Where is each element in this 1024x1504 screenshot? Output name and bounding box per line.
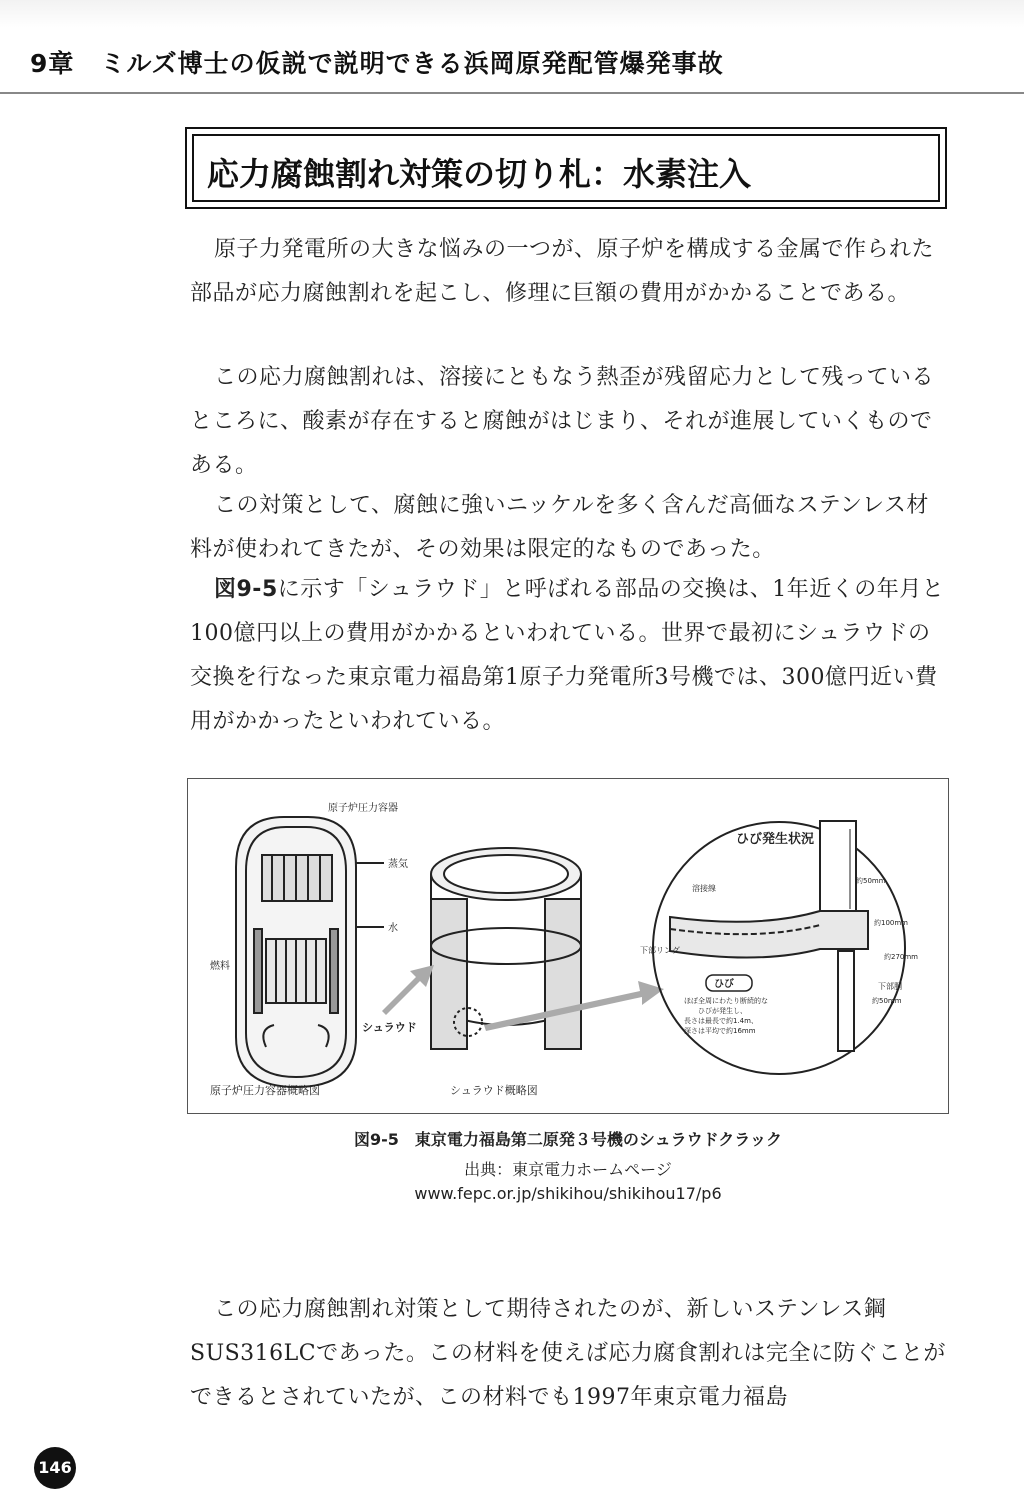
paragraph-3: この対策として、腐蝕に強いニッケルを多く含んだ高価なステンレス材料が使われてきたが、その効果は限定的なものであった。 <box>190 493 929 562</box>
section-heading: 応力腐蝕割れ対策の切り札：水素注入 <box>207 155 752 193</box>
crack-note-line-2: ひびが発生し、 <box>698 1007 747 1015</box>
chapter-header <box>0 0 1024 94</box>
chapter-title: 9章 ミルズ博士の仮説で説明できる浜岡原発配管爆発事故 <box>30 49 724 78</box>
label-dim-100: 約100mm <box>874 919 908 927</box>
crack-detail-drawing <box>653 821 905 1074</box>
crack-note-line-3: 長さは最長で約1.4m、 <box>684 1017 758 1025</box>
label-weld-line: 溶接線 <box>692 884 716 893</box>
crack-note-line-1: ほぼ全周にわたり断続的な <box>684 997 768 1005</box>
paragraph-5: この応力腐蝕割れ対策として期待されたのが、新しいステンレス鋼SUS316LCであった。この材料を使えば応力腐食割れは完全に防ぐことができるとされていたが、この材料でも1997年東京電力福島 <box>190 1297 946 1410</box>
paragraph-1: 原子力発電所の大きな悩みの一つが、原子炉を構成する金属で作られた部品が応力腐蝕割れを起こし、修理に巨額の費用がかかることである。 <box>190 237 935 306</box>
label-fuel: 燃料 <box>210 961 230 972</box>
section-heading-box <box>185 127 947 209</box>
label-dim-50-top: 約50mm <box>856 877 886 885</box>
reactor-vessel-drawing <box>236 817 384 1087</box>
figure-caption-title: 図9-5 東京電力福島第二原発３号機のシュラウドクラック <box>354 1130 782 1149</box>
label-lower-ring: 下部リング <box>640 946 680 955</box>
paragraph-4-text: に示す「シュラウド」と呼ばれる部品の交換は、1年近くの年月と100億円以上の費用がかかるといわれている。世界で最初にシュラウドの交換を行なった東京電力福島第1原子力発電所3号機では、300億円近い費用がかかったといわれている。 <box>190 577 945 734</box>
label-shroud: シュラウド <box>362 1021 417 1034</box>
label-crack: ひび <box>714 979 734 990</box>
label-dim-270: 約270mm <box>884 953 918 961</box>
crack-note-line-4: 深さは平均で約16mm <box>684 1027 756 1035</box>
paragraph-2: この応力腐蝕割れは、溶接にともなう熱歪が残留応力として残っているところに、酸素が存在すると腐蝕がはじまり、それが進展していくものである。 <box>190 365 935 478</box>
figure-caption-url: www.fepc.or.jp/shikihou/shikihou17/p6 <box>414 1184 722 1203</box>
label-steam: 蒸気 <box>388 859 408 870</box>
figure-illustration <box>188 779 950 1115</box>
label-dim-50-bottom: 約50mm <box>872 997 902 1005</box>
label-crack-title: ひび発生状況 <box>736 832 815 847</box>
label-lower-trunk: 下部胴 <box>878 982 902 991</box>
figure-shroud-diagram <box>187 778 949 1114</box>
figure-reference: 図9-5 <box>214 577 278 602</box>
label-water: 水 <box>388 923 398 934</box>
label-vessel-title: 原子炉圧力容器 <box>328 803 398 814</box>
figure-caption-source: 出典：東京電力ホームページ <box>464 1160 672 1179</box>
page-number: 146 <box>34 1447 76 1489</box>
arrows <box>382 965 664 1031</box>
label-shroud-caption: シュラウド概略図 <box>450 1084 538 1097</box>
shroud-drawing <box>431 848 581 1049</box>
label-vessel-caption: 原子炉圧力容器概略図 <box>210 1084 320 1097</box>
paragraph-4 <box>190 568 950 744</box>
